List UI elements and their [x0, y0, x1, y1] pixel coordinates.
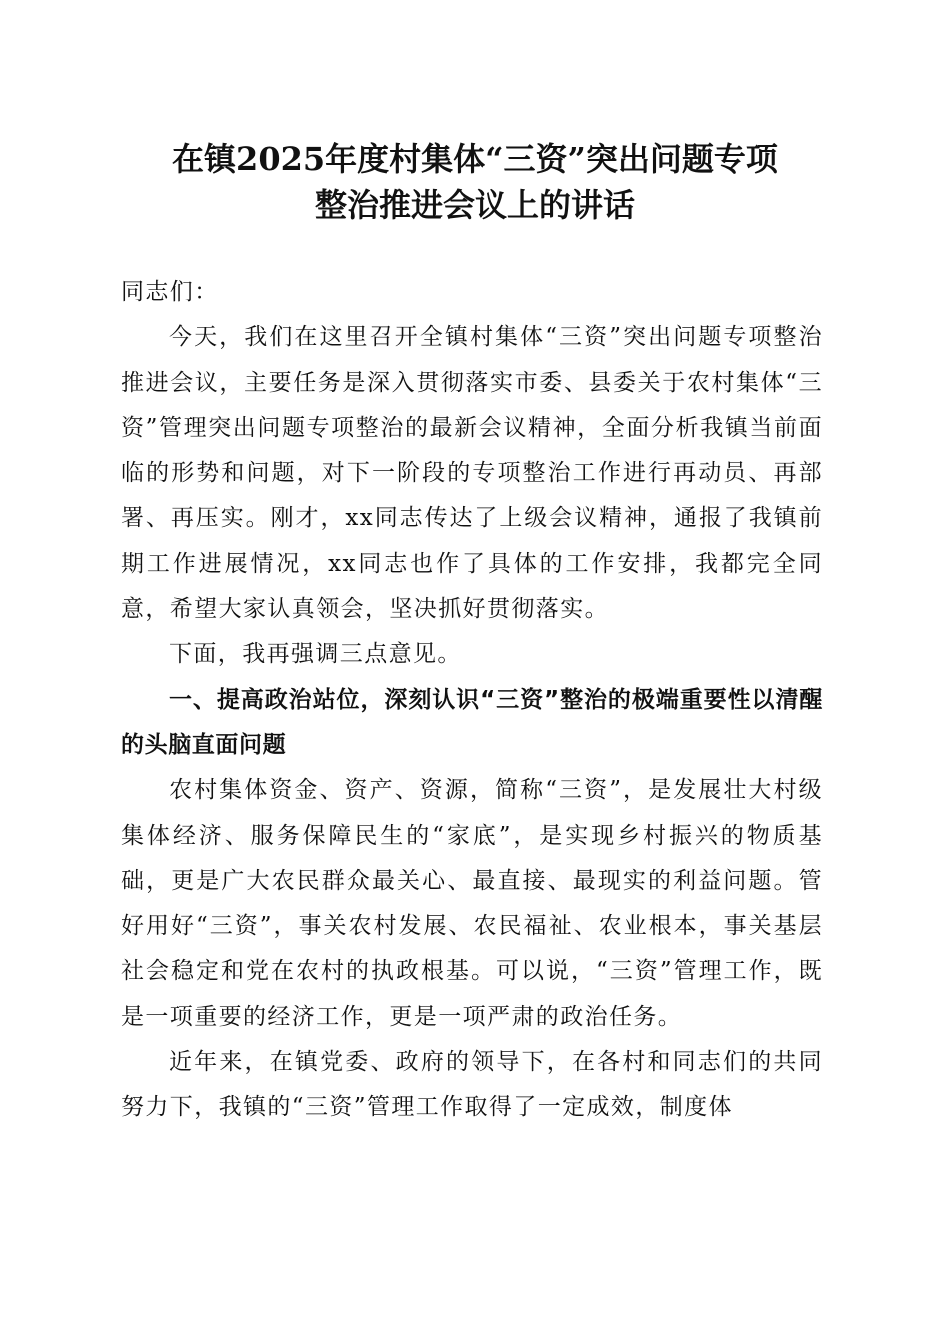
section1-paragraph-2: 近年来，在镇党委、政府的领导下，在各村和同志们的共同努力下，我镇的“三资”管理工作取得了一定成效，制度体: [121, 1049, 823, 1121]
paragraph-intro: 今天，我们在这里召开全镇村集体“三资”突出问题专项整治推进会议，主要任务是深入贯彻落实市委、县委关于农村集体“三资”管理突出问题专项整治的最新会议精神，全面分析我镇当前面临的形势和问题，对下一阶段的专项整治工作进行再动员、再部署、再压实。刚才，xx同志传达了上级会议精神，通报了我镇前期工作进展情况，xx同志也作了具体的工作安排，我都完全同意，希望大家认真领会，坚决抓好贯彻落实。: [121, 324, 823, 623]
section1-paragraph-1: 农村集体资金、资产、资源，简称“三资”，是发展壮大村级集体经济、服务保障民生的“家底”，是实现乡村振兴的物质基础，更是广大农民群众最关心、最直接、最现实的利益问题。管好用好“三资”，事关农村发展、农民福祉、农业根本，事关基层社会稳定和党在农村的执政根基。可以说，“三资”管理工作，既是一项重要的经济工作，更是一项严肃的政治任务。: [121, 777, 823, 1030]
document-title: [80, 136, 870, 228]
section-heading-1: 一、提高政治站位，深刻认识“三资”整治的极端重要性以清醒的头脑直面问题: [121, 686, 823, 758]
paragraph-points: 下面，我再强调三点意见。: [169, 641, 462, 668]
salutation: 同志们：: [121, 279, 219, 305]
title-line-2: 整治推进会议上的讲话: [314, 186, 635, 224]
title-line-1: 在镇2025年度村集体“三资”突出问题专项: [172, 140, 778, 178]
document-body: [121, 270, 823, 1131]
